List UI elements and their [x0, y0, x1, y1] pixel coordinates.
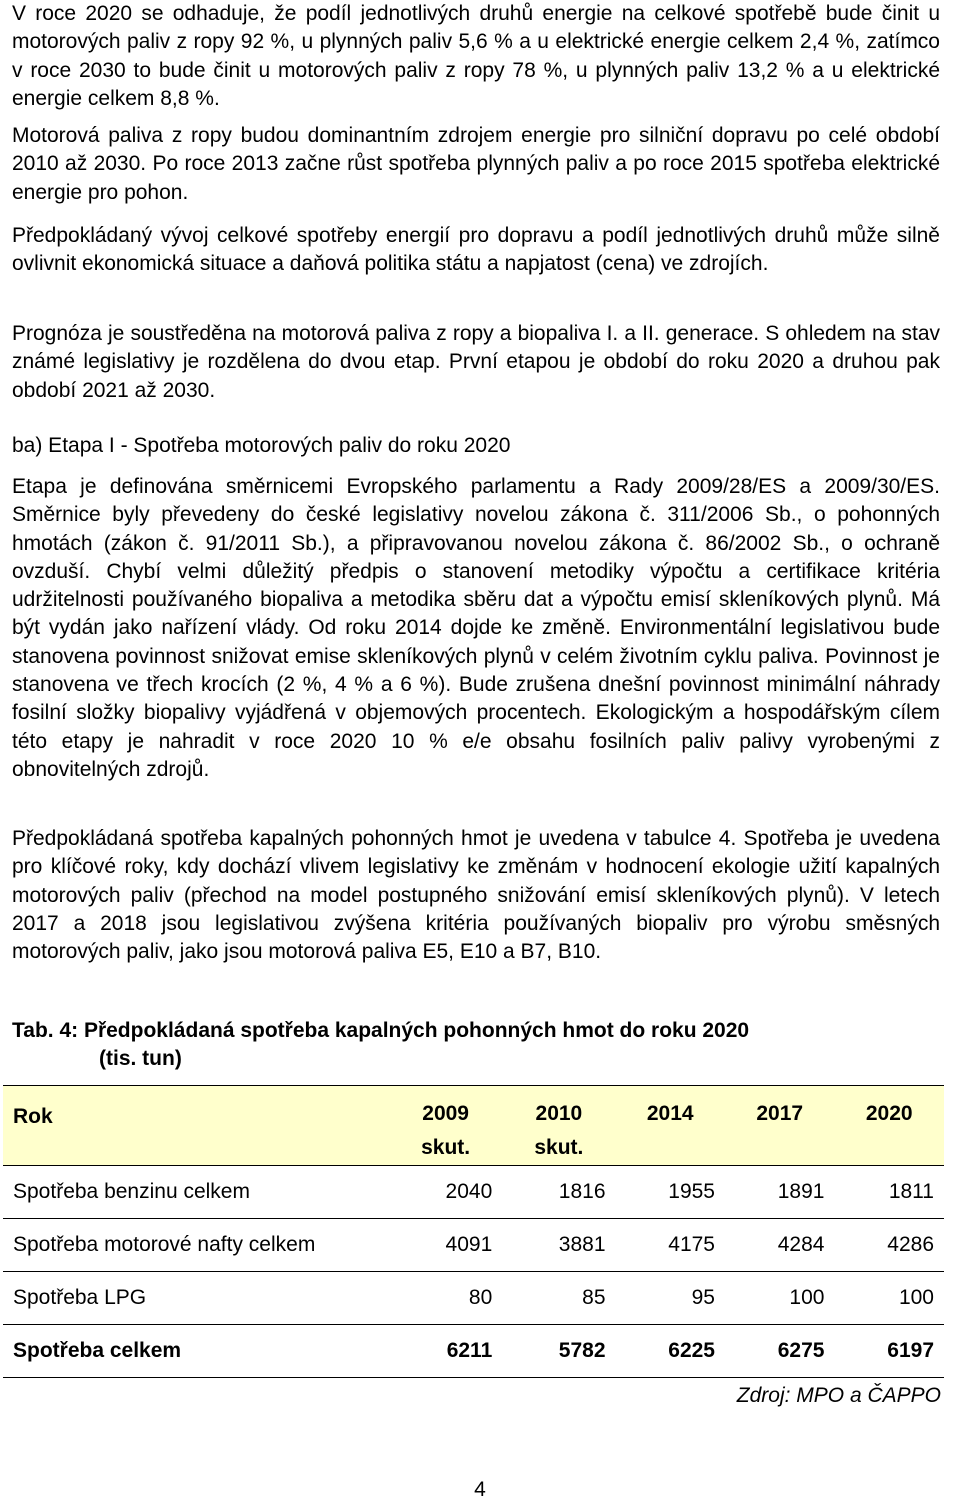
cell-value: 6197 [834, 1325, 944, 1378]
cell-value: 6225 [616, 1325, 725, 1378]
cell-value: 80 [389, 1272, 502, 1325]
header-year-value: 2014 [646, 1102, 694, 1125]
header-label-rok: Rok [3, 1086, 389, 1166]
cell-value: 85 [502, 1272, 615, 1325]
table-row [3, 1272, 944, 1325]
cell-value: 6211 [389, 1325, 502, 1378]
row-label: Spotřeba benzinu celkem [3, 1166, 389, 1219]
cell-value: 6275 [725, 1325, 834, 1378]
paragraph-consumption-factors: Předpokládaný vývoj celkové spotřeby energií pro dopravu a podíl jednotlivých druhů může silně ovlivnit ekonomická situace a daňová politika státu a napjatost (cena) ve zdrojích. [12, 224, 940, 276]
header-year [389, 1086, 502, 1166]
header-year-value: 2020 [865, 1102, 913, 1125]
cell-value: 95 [616, 1272, 725, 1325]
table-caption [12, 1017, 749, 1073]
cell-value: 5782 [502, 1325, 615, 1378]
header-year-note: skut. [421, 1136, 471, 1159]
table-caption-unit: (tis. tun) [99, 1047, 182, 1070]
table-row [3, 1166, 944, 1219]
header-year-value: 2009 [422, 1102, 469, 1125]
header-year [725, 1086, 834, 1166]
row-label: Spotřeba LPG [3, 1272, 389, 1325]
fuel-consumption-table [3, 1085, 944, 1378]
header-year-note: skut. [534, 1136, 584, 1159]
table-row-total [3, 1325, 944, 1378]
paragraph-stage-definition: Etapa je definována směrnicemi Evropského parlamentu a Rady 2009/28/ES a 2009/30/ES. Směrnice byly převedeny do české legislativy novelou zákona č. 311/2006 Sb., o pohonných hmotách (zákon č. 91/2011 Sb.), a připravovanou novelou zákona č. 86/2002 Sb., o ochraně ovzduší. Chybí velmi důležitý předpis o stanovení metodiky výpočtu a certifikace kritéria udržitelnosti používaného biopaliva a metodika sběru dat a výpočtu emisí skleníkových plynů. Má být vydán jako nařízení vlády. Od roku 2014 dojde ke změně. Environmentální legislativou bude stanovena povinnost snižovat emise skleníkových plynů v celém životním cyklu paliva. Povinnost je stanovena ve třech krocích (2 %, 4 % a 6 %). Bude zrušena dnešní povinnost minimální náhrady fosilní složky biopalivy vyjádřená v objemových procentech. Ekologickým a hospodářským cílem této etapy je nahradit v roce 2020 10 % e/e obsahu fosilních paliv palivy vyrobenými z obnovitelných zdrojů. [12, 475, 940, 781]
header-year-value: 2017 [756, 1102, 804, 1125]
section-heading: ba) Etapa I - Spotřeba motorových paliv do roku 2020 [12, 434, 511, 457]
cell-value: 1811 [834, 1166, 944, 1219]
paragraph-fuel-dominance: Motorová paliva z ropy budou dominantním zdrojem energie pro silniční dopravu po celé období 2010 až 2030. Po roce 2013 začne růst spotřeba plynných paliv a po roce 2015 spotřeba elektrické energie pro pohon. [12, 124, 940, 204]
cell-value: 3881 [502, 1219, 615, 1272]
paragraph-expected-consumption: Předpokládaná spotřeba kapalných pohonných hmot je uvedena v tabulce 4. Spotřeba je uvedena pro klíčové roky, kdy dochází vlivem legislativy ke změnám v hodnocení ekologie užití kapalných motorových paliv (přechod na model postupného snižování emisí skleníkových plynů). V letech 2017 a 2018 jsou legislativou zvýšena kritéria používaných biopaliv pro výrobu směsných motorových paliv, jako jsou motorová paliva E5, E10 a B7, B10. [12, 827, 940, 964]
header-year [502, 1086, 615, 1166]
cell-value: 1816 [502, 1166, 615, 1219]
cell-value: 1891 [725, 1166, 834, 1219]
cell-value: 100 [834, 1272, 944, 1325]
header-year [616, 1086, 725, 1166]
table-header-row [3, 1086, 944, 1166]
paragraph-prognosis: Prognóza je soustředěna na motorová paliva z ropy a biopaliva I. a II. generace. S ohledem na stav známé legislativy je rozdělena do dvou etap. První etapou je období do roku 2020 a druhou pak období 2021 až 2030. [12, 322, 940, 402]
paragraph-energy-share: V roce 2020 se odhaduje, že podíl jednotlivých druhů energie na celkové spotřebě bude činit u motorových paliv z ropy 92 %, u plynných paliv 5,6 % a u elektrické energie celkem 2,4 %, zatímco v roce 2030 to bude činit u motorových paliv z ropy 78 %, u plynných paliv 13,2 % a u elektrické energie celkem 8,8 %. [12, 2, 940, 110]
page-number: 4 [474, 1478, 486, 1501]
cell-value: 4284 [725, 1219, 834, 1272]
header-year [834, 1086, 944, 1166]
row-label: Spotřeba motorové nafty celkem [3, 1219, 389, 1272]
cell-value: 4175 [616, 1219, 725, 1272]
table-source: Zdroj: MPO a ČAPPO [736, 1384, 941, 1407]
cell-value: 4091 [389, 1219, 502, 1272]
cell-value: 1955 [616, 1166, 725, 1219]
cell-value: 4286 [834, 1219, 944, 1272]
header-year-value: 2010 [535, 1102, 583, 1125]
row-label: Spotřeba celkem [3, 1325, 389, 1378]
table-caption-title: Tab. 4: Předpokládaná spotřeba kapalných pohonných hmot do roku 2020 [12, 1019, 750, 1042]
cell-value: 2040 [389, 1166, 502, 1219]
table-row [3, 1219, 944, 1272]
cell-value: 100 [725, 1272, 834, 1325]
